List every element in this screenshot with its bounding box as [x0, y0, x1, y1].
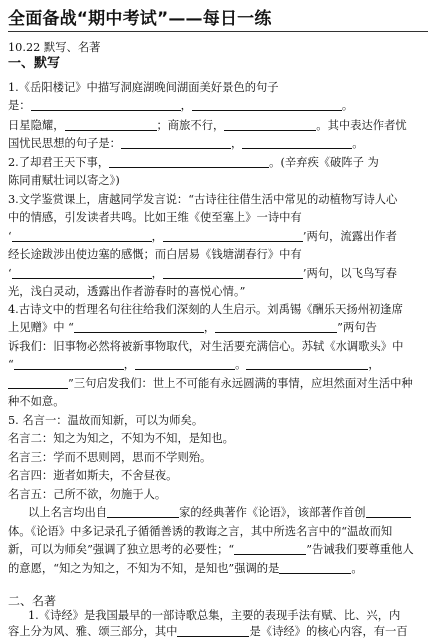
q4-sep: 。: [235, 358, 247, 371]
answer-blank[interactable]: [163, 266, 303, 279]
q5-text: 新，可以为师矣”强调了独立思考的必要性；“: [8, 543, 235, 556]
answer-blank[interactable]: [177, 624, 249, 637]
q3-line-6: 光，浅白灵动，透露出作者游春时的喜悦心情。”: [8, 285, 246, 298]
q5-quote-5: 名言五：己所不欲，勿施于人。: [8, 488, 167, 501]
q1-line-2: [8, 98, 353, 114]
q3-sep: ，: [151, 267, 163, 280]
q5-line-i: [8, 561, 363, 577]
title-divider: [8, 31, 428, 32]
q4-text: ”两句告: [337, 321, 377, 334]
answer-blank[interactable]: [279, 561, 351, 574]
q1-line-1: 1.《岳阳楼记》中描写洞庭湖晚间湖面美好景色的句子: [8, 81, 279, 94]
answer-blank[interactable]: [107, 505, 179, 518]
q5-text: 。: [351, 562, 363, 575]
q1-text: 日星隐耀，: [8, 119, 65, 132]
q4-text: 上见赠》中 “: [8, 321, 74, 334]
q1-sep: ，: [230, 137, 243, 150]
q3-sep: ，: [151, 230, 163, 243]
q4-sep: ，: [368, 358, 380, 371]
q2-text: 2.了却君王天下事，: [8, 156, 110, 169]
q5-line-g: 体。《论语》中多记录孔子循循善诱的教诲之言，其中所选名言中的“温故而知: [8, 525, 393, 538]
q1-line-3: [8, 118, 407, 134]
n1-line-1: 1.《诗经》是我国最早的一部诗歌总集，主要的表现手法有赋、比、兴，内: [28, 609, 401, 622]
answer-blank[interactable]: [8, 376, 68, 389]
q4-line-3: 诉我们：旧事物必然将被新事物取代，对生活要充满信心。苏轼《水调歌头》中: [8, 340, 404, 353]
q3-line-2: 中的情感，引发读者共鸣。比如王维《使至塞上》一诗中有: [8, 211, 302, 224]
n1-text: 是《诗经》的核心内容，有一百: [249, 625, 408, 638]
q1-sep: ，: [180, 99, 192, 112]
section-heading-dictation: 一、默写: [8, 56, 61, 71]
q1-prefix: 是：: [8, 99, 31, 112]
answer-blank[interactable]: [366, 505, 411, 518]
q3-line-3: [8, 229, 397, 245]
page-title: 全面备战“期中考试”——每日一练: [8, 9, 272, 29]
q3-line-4: 经长途跋涉出使边塞的感慨；而白居易《钱塘湖春行》中有: [8, 248, 302, 261]
q3-text: ’两句，以飞鸟写春: [302, 267, 397, 280]
q4-text: ”三句启发我们：世上不可能有永远圆满的事情，应坦然面对生活中种: [68, 377, 413, 390]
answer-blank[interactable]: [31, 98, 181, 111]
q1-end: 。: [341, 99, 354, 112]
q3-quote: ‘: [8, 267, 12, 280]
q5-quote-2: 名言二：知之为知之，不知为不知，是知也。: [8, 432, 234, 445]
answer-blank[interactable]: [12, 266, 152, 279]
answer-blank[interactable]: [135, 357, 235, 370]
answer-blank[interactable]: [163, 229, 303, 242]
q5-line-f: [28, 505, 411, 521]
q4-sep: ，: [203, 321, 216, 334]
q2-line-2: 陈同甫赋壮词以寄之》): [8, 174, 120, 187]
q5-quote-3: 名言三：学而不思则罔，思而不学则殆。: [8, 451, 212, 464]
q5-quote-4: 名言四：逝者如斯夫，不舍昼夜。: [8, 469, 178, 482]
q3-quote: ‘: [8, 230, 12, 243]
q1-text: ；商旅不行，: [156, 119, 225, 132]
q4-quote: “: [8, 358, 14, 371]
q5-text: ”告诫我们要尊重他人: [306, 543, 414, 556]
q5-text: 的意愿，“知之为知之，不知为不知，是知也”强调的是: [8, 562, 280, 575]
q4-sep: ，: [123, 358, 136, 371]
answer-blank[interactable]: [192, 98, 342, 111]
q3-line-1: 3.文学鉴赏课上，唐越同学发言说：“古诗往往借生活中常见的动植物写诗人心: [8, 193, 398, 206]
answer-blank[interactable]: [242, 136, 352, 149]
date-line: 10.22 默写、名著: [8, 41, 101, 54]
q4-line-5: [8, 376, 413, 392]
answer-blank[interactable]: [65, 118, 157, 131]
n1-line-2: [8, 624, 408, 640]
q2-text: 。(辛弃疾《破阵子 为: [269, 156, 379, 169]
section-heading-classics: 二、名著: [8, 594, 57, 608]
answer-blank[interactable]: [109, 155, 269, 168]
q5-text: 以上名言均出自: [28, 506, 108, 519]
q5-text: 家的经典著作《论语》，该部著作首创: [179, 506, 366, 519]
n1-text: 容上分为风、雅、颂三部分，其中: [8, 625, 178, 638]
answer-blank[interactable]: [12, 229, 152, 242]
q4-line-1: 4.古诗文中的哲理名句往往给我们深刻的人生启示。刘禹锡《酬乐天扬州初逢席: [8, 303, 403, 316]
answer-blank[interactable]: [74, 320, 204, 333]
answer-blank[interactable]: [121, 136, 231, 149]
q3-line-5: [8, 266, 397, 282]
q4-line-4: [8, 357, 380, 373]
q4-line-6: 种不如意。: [8, 395, 65, 408]
q1-line-4: [8, 136, 364, 152]
q1-end: 。: [352, 137, 364, 150]
q5-quote-1: 5. 名言一：温故而知新，可以为师矣。: [8, 414, 204, 427]
answer-blank[interactable]: [14, 357, 124, 370]
q2-line-1: [8, 155, 379, 171]
q4-line-2: [8, 320, 377, 336]
q3-text: ’两句，流露出作者: [302, 230, 397, 243]
q1-text: 。其中表达作者忧: [316, 119, 407, 132]
q5-line-h: [8, 542, 414, 558]
answer-blank[interactable]: [224, 118, 316, 131]
q1-text: 国忧民思想的句子是：: [8, 137, 121, 150]
answer-blank[interactable]: [215, 320, 337, 333]
answer-blank[interactable]: [234, 542, 306, 555]
answer-blank[interactable]: [246, 357, 368, 370]
